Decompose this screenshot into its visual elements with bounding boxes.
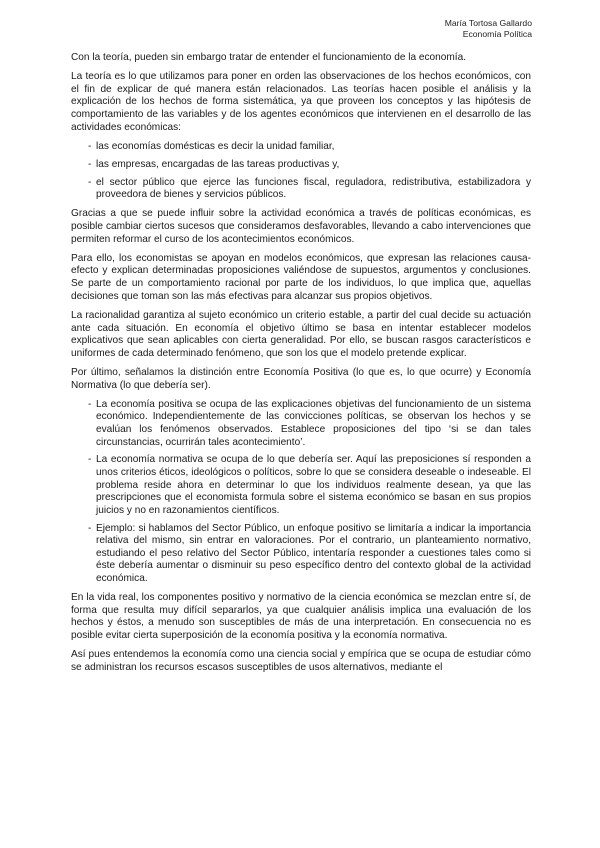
paragraph-1: Con la teoría, pueden sin embargo tratar de entender el funcionamiento de la economía. [71,52,467,63]
paragraph-8: Así pues entendemos la economía como una ciencia social y empírica que se ocupa de estudiar cómo se administran los recursos escasos susceptibles de usos alternativos, mediante el [71,649,531,673]
list-item: - La economía normativa se ocupa de lo que debería ser. Aquí las preposiciones sí responden a unos criterios éticos, ideológicos o políticos, sobre lo que se considera deseable o indeseable. El problema reside ahora en determinar lo que los individuos realmente desean, ya que las prescripciones que el economista formula sobre el sistema económico se basan en sus propios juicios y no en razonamientos científicos. [88,454,531,516]
paragraph-3: Gracias a que se puede influir sobre la actividad económica a través de políticas económicas, es posible cambiar ciertos sucesos que consideramos desfavorables, llevando a cabo intervenciones que permiten reformar el curso de los acontecimientos económicos. [71,208,531,245]
list-item: - Ejemplo: si hablamos del Sector Público, un enfoque positivo se limitaría a indicar la importancia relativa del mismo, sin entrar en valoraciones. Por el contrario, un planteamiento normativo, estudiando el peso relativo del Sector Público, intentaría responder a cuestiones tales como si éste debería aumentar o disminuir su peso específico dentro del contexto global de la actividad económica. [88,522,531,584]
list-item: - las empresas, encargadas de las tareas productivas y, [88,158,340,170]
paragraph-4: Para ello, los economistas se apoyan en modelos económicos, que expresan las relaciones causa-efecto y explican determinadas proposiciones valiéndose de supuestos, argumentos y conclusiones. Se parte de un comportamiento racional por parte de los individuos, lo que implica que, aquellas decisiones que toman son las más efectivas para alcanzar sus propios objetivos. [71,252,531,302]
agents-list [71,141,531,202]
list-item: - las economías domésticas es decir la unidad familiar, [88,140,335,152]
list-item: - La economía positiva se ocupa de las explicaciones objetivas del funcionamiento de un sistema económico. Independientemente de las convicciones políticas, se observan los hechos y se evalúan los fenómenos observados. Establece proposiciones del tipo ‘si se dan tales circunstancias, ocurrirán tales acontecimiento’. [88,398,531,448]
header-subject: Economía Política [462,29,532,39]
paragraph-5: La racionalidad garantiza al sujeto económico un criterio estable, a partir del cual decide su actuación ante cada situación. En economía el objetivo último se basa en intentar establecer modelos explicativos que sean aplicables con cierta generalidad. Por ello, se buscan rasgos característicos e uniformes de cada determinado fenómeno, que son los que el modelo pretende explicar. [71,309,531,359]
paragraph-6: Por último, señalamos la distinción entre Economía Positiva (lo que es, lo que ocurre) y Economía Normativa (lo que debería ser). [71,366,531,391]
header-author: María Tortosa Gallardo [444,18,532,28]
paragraph-2: La teoría es lo que utilizamos para poner en orden las observaciones de los hechos económicos, con el fin de explicar de qué manera están relacionados. Las teorías hacen posible el análisis y la explicación de los hechos de forma sistemática, ya que proveen los conceptos y las hipótesis de comportamiento de las variables y de los agentes económicos que intervienen en el desarrollo de las actividades económicas: [71,71,531,133]
paragraph-7: En la vida real, los componentes positivo y normativo de la ciencia económica se mezclan entre sí, de forma que resulta muy difícil separarlos, ya que cualquier análisis implica una evaluación de los hechos y éstos, a menudo son susceptibles de más de una interpretación. En consecuencia no es posible evitar cierta superposición de la economía positiva y la economía normativa. [71,592,531,641]
document-body [71,52,531,681]
page-header [445,18,532,40]
list-item: - el sector público que ejerce las funciones fiscal, reguladora, redistributiva, estabilizadora y proveedora de bienes y servicios públicos. [88,176,531,201]
economics-types-list [71,399,531,586]
